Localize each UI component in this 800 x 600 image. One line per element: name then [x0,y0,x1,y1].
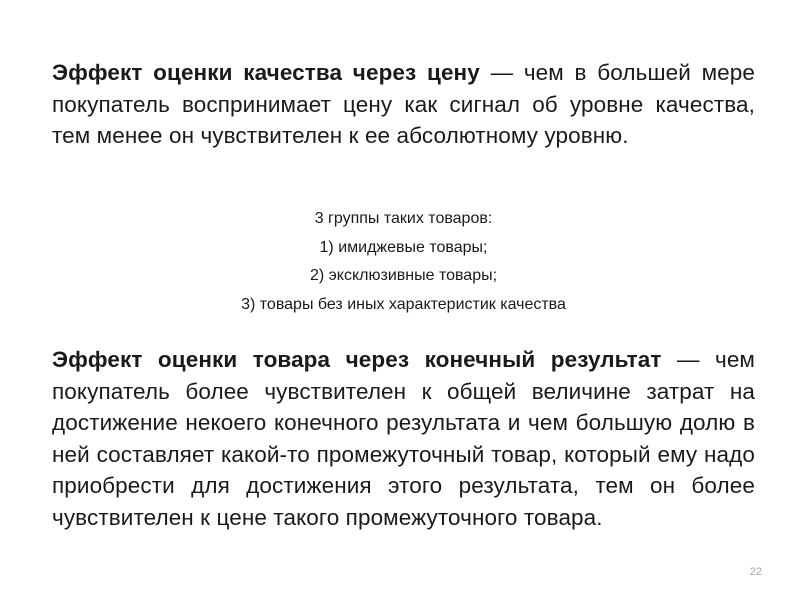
list-item: 2) эксклюзивные товары; [309,267,498,284]
price-quality-effect-definition: — чем в большей мере покупатель воспринимает цену как сигнал об уровне качества, тем менее он чувствителен к ее абсолютному уровню. [52,60,755,148]
end-result-effect-definition: — чем покупатель более чувствителен к общей величине затрат на достижение некоего конечного результата и чем большую долю в ней составляет какой-то промежуточный товар, который ему надо приобрести для достижения этого результата, тем он более чувствителен к цене такого промежуточного товара. [52,347,756,530]
end-result-effect-paragraph [52,344,755,533]
price-quality-effect-paragraph [52,57,755,152]
list-item: 1) имиджевые товары; [319,238,488,256]
end-result-effect-term: Эффект оценки товара через конечный результат [52,347,662,372]
product-groups-list [52,205,755,319]
product-groups-heading: 3 группы таких товаров: [314,210,493,227]
list-item: 3) товары без иных характеристик качества [241,295,566,313]
page-number: 22 [749,566,762,578]
price-quality-effect-term: Эффект оценки качества через цену [52,60,480,85]
